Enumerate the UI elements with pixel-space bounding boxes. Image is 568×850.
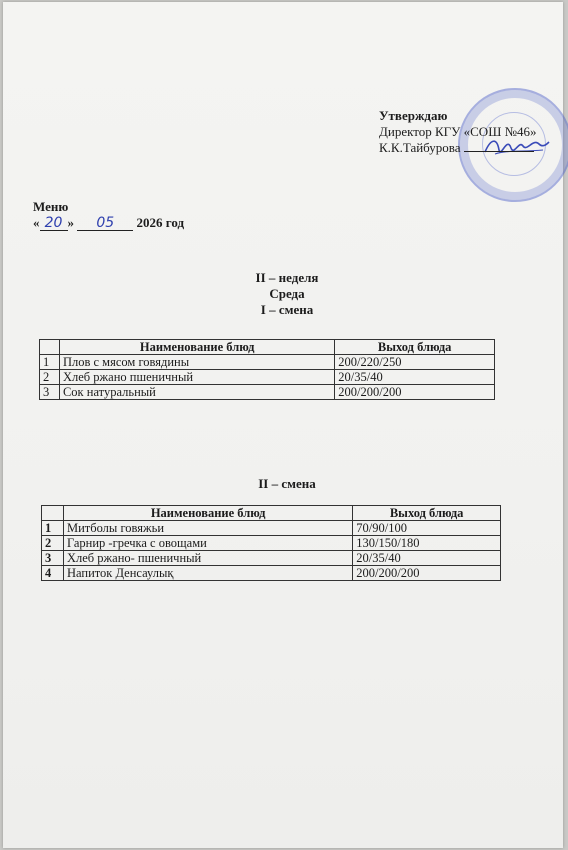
table-header-row bbox=[40, 340, 495, 355]
dish-name: Плов с мясом говядины bbox=[59, 355, 334, 370]
menu-month: 05 bbox=[77, 216, 133, 231]
week-heading: II – неделя bbox=[255, 270, 319, 285]
table-row bbox=[42, 551, 501, 566]
table-header-dish: Наименование блюд bbox=[63, 506, 352, 521]
row-number: 2 bbox=[40, 370, 60, 385]
menu-label: Меню bbox=[33, 199, 69, 214]
document-page bbox=[3, 2, 563, 848]
row-number: 3 bbox=[40, 385, 60, 400]
table-row bbox=[40, 385, 495, 400]
approval-name: К.К.Тайбурова bbox=[379, 140, 461, 155]
approval-position: Директор КГУ «СОШ №46» bbox=[379, 124, 537, 139]
table-header-number bbox=[40, 340, 60, 355]
shift2-menu-table bbox=[41, 505, 501, 581]
table-header-output: Выход блюда bbox=[353, 506, 501, 521]
row-number: 2 bbox=[42, 536, 64, 551]
shift1-menu-table bbox=[39, 339, 495, 400]
row-number: 1 bbox=[42, 521, 64, 536]
table-row bbox=[42, 536, 501, 551]
row-number: 3 bbox=[42, 551, 64, 566]
approval-title: Утверждаю bbox=[379, 108, 448, 123]
approval-block bbox=[379, 108, 536, 156]
dish-output: 200/200/200 bbox=[353, 566, 501, 581]
dish-name: Хлеб ржано пшеничный bbox=[59, 370, 334, 385]
dish-output: 200/220/250 bbox=[335, 355, 495, 370]
open-quote: « bbox=[33, 215, 40, 230]
dish-name: Гарнир -гречка с овощами bbox=[63, 536, 352, 551]
signature-line bbox=[464, 141, 534, 152]
day-heading: Среда bbox=[269, 286, 305, 301]
close-quote: » bbox=[67, 215, 74, 230]
dish-name: Сок натуральный bbox=[59, 385, 334, 400]
table-row bbox=[42, 566, 501, 581]
menu-date-block bbox=[33, 199, 184, 231]
table-header-output: Выход блюда bbox=[335, 340, 495, 355]
table-header-number bbox=[42, 506, 64, 521]
table-row bbox=[40, 370, 495, 385]
dish-name: Хлеб ржано- пшеничный bbox=[63, 551, 352, 566]
row-number: 1 bbox=[40, 355, 60, 370]
dish-output: 70/90/100 bbox=[353, 521, 501, 536]
menu-date bbox=[33, 215, 184, 231]
shift1-heading: I – смена bbox=[260, 302, 314, 317]
table-row bbox=[40, 355, 495, 370]
approval-signatory bbox=[379, 140, 536, 156]
dish-output: 20/35/40 bbox=[335, 370, 495, 385]
dish-output: 20/35/40 bbox=[353, 551, 501, 566]
table-header-dish: Наименование блюд bbox=[59, 340, 334, 355]
dish-name: Митболы говяжьи bbox=[63, 521, 352, 536]
dish-output: 200/200/200 bbox=[335, 385, 495, 400]
dish-output: 130/150/180 bbox=[353, 536, 501, 551]
shift2-heading: II – смена bbox=[258, 476, 316, 491]
table-row bbox=[42, 521, 501, 536]
menu-year: 2026 год bbox=[136, 215, 185, 230]
table-header-row bbox=[42, 506, 501, 521]
dish-name: Напиток Денсаулық bbox=[63, 566, 352, 581]
menu-day: 20 bbox=[40, 216, 68, 231]
row-number: 4 bbox=[42, 566, 64, 581]
